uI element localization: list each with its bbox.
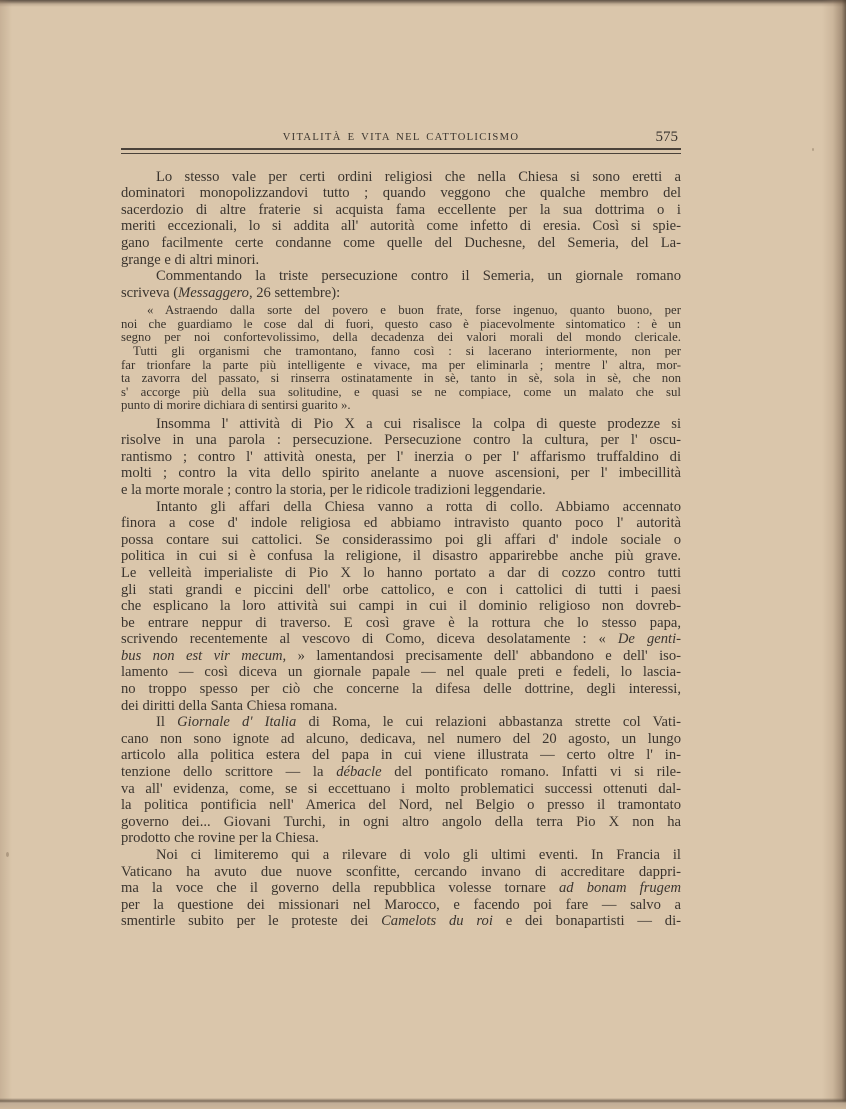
- text-line: be entrare neppur di traverso. E così grave è la rottura che lo stesso papa,: [121, 614, 681, 631]
- italic-text: Giornale d' Italia: [177, 714, 297, 731]
- text-line: [121, 285, 681, 302]
- text-line: la politica pontificia nell' America del Nord, nel Belgio o presso il tramontato: [121, 797, 681, 814]
- text-line: gano facilmente certe condanne come quelle del Duchesne, del Semeria, del La-: [121, 235, 681, 252]
- paragraph: [121, 169, 681, 269]
- text-line: « Astraendo dalla sorte del povero e buon frate, forse ingenuo, quanto buono, per: [147, 303, 681, 318]
- page-number: 575: [655, 129, 678, 145]
- text-line: no troppo spesso per ciò che concerne la difesa delle dottrine, degli interessi,: [121, 681, 681, 698]
- text-line: [121, 913, 681, 930]
- italic-text: Camelots du roi: [381, 913, 493, 930]
- text-line: va all' evidenza, come, se si eccettuano i molto problematici successi ottenuti dal-: [121, 780, 681, 797]
- text-line: lamento — così diceva un giornale papale — nel quale preti e fedeli, lo lascia-: [121, 664, 681, 681]
- body-text-after-quote: [121, 416, 681, 930]
- text-line: per la questione dei missionari nel Marocco, e facendo poi fare — salvo a: [121, 896, 681, 913]
- text-line: [121, 880, 681, 897]
- text-line: possa contare sui cattolici. Se considerassimo poi gli affari d' indole sociale o: [121, 531, 681, 548]
- text-line: prodotto che rovine per la Chiesa.: [121, 830, 319, 847]
- text-line: rantismo ; contro l' attività onesta, per l' inerzia o per l' affarismo truffaldino di: [121, 448, 681, 465]
- text-line: dei diritti della Santa Chiesa romana.: [121, 697, 338, 714]
- paper-stain: [812, 148, 814, 151]
- text-run: Il: [156, 714, 178, 731]
- paper-edge-bottom: [0, 1098, 846, 1109]
- block-quote: [121, 304, 681, 413]
- text-line: articolo alla politica estera del papa in cui viene illustrata — certo oltre l' in-: [121, 747, 681, 764]
- body-text: [121, 169, 681, 930]
- header-double-rule: [121, 148, 681, 154]
- text-run: tenzione dello scrittore — la: [121, 764, 337, 781]
- text-line: e la morte morale ; contro la storia, per le ridicole tradizioni leggendarie.: [121, 481, 546, 498]
- text-run: smentirle subito per le proteste dei: [121, 913, 382, 930]
- paper-edge-left: [0, 0, 12, 1109]
- text-line: finora a cose d' indole religiosa ed abbiamo intravisto quanto poco l' autorità: [121, 515, 681, 532]
- text-line: che esplicano la loro attività sui campi in cui il dominio religioso non dovreb-: [121, 598, 681, 615]
- text-run: , 26 settembre):: [248, 284, 341, 301]
- text-line: grange e di altri minori.: [121, 251, 260, 268]
- text-line: sacerdozio di altre fraterie si acquista fama eccellente per la sua dottrima o i: [121, 201, 681, 218]
- text-run: scrivendo recentemente al vescovo di Como, diceva desolatamente : «: [121, 631, 618, 648]
- text-line: molti ; contro la vita dello spirito anelante a nuove ascensioni, per l' imbecillità: [121, 465, 681, 482]
- running-title: VITALITÀ E VITA NEL CATTOLICISMO: [282, 132, 520, 143]
- italic-text: débacle: [336, 764, 382, 781]
- text-run: scriveva (: [121, 284, 179, 301]
- text-run: del pontificato romano. Infatti vi si rile-: [381, 764, 681, 781]
- paragraph: [121, 345, 681, 413]
- paper-edge-top: [0, 0, 846, 7]
- text-line: Vaticano ha avuto due nuove sconfitte, cercando invano di accreditare dappri-: [121, 863, 681, 880]
- text-line: segno per noi confortevolissimo, della decadenza dei valori morali del mondo clericale.: [121, 330, 681, 345]
- paragraph: [121, 847, 681, 930]
- paragraph: [121, 304, 681, 345]
- italic-text: Messaggero: [178, 284, 249, 301]
- text-line: noi che guardiamo le cose dal di fuori, questo caso è piacevolmente sintomatico : è un: [121, 316, 681, 331]
- paragraph: [121, 714, 681, 847]
- paper-edge-right: [822, 0, 846, 1109]
- text-line: far trionfare la parte più intelligente e vivace, ma per eliminarla ; mentre l' altra, mor-: [121, 357, 681, 372]
- text-line: Le velleità imperialiste di Pio X lo hanno portato a dar di cozzo contro tutti: [121, 564, 681, 581]
- text-run: di Roma, le cui relazioni abbastanza strette col Vati-: [296, 714, 681, 731]
- text-line: s' accorge più della sua solitudine, e quasi se ne compiace, come un malato che sul: [121, 384, 681, 399]
- paper-stain: [6, 852, 9, 857]
- text-line: [121, 631, 681, 648]
- text-line: Commentando la triste persecuzione contro il Semeria, un giornale romano: [156, 268, 681, 285]
- italic-text: De genti-: [617, 631, 681, 648]
- text-line: cano non sono ignote ad alcuno, dedicava, nel numero del 20 agosto, un lungo: [121, 730, 681, 747]
- text-line: punto di morire dichiara di sentirsi guarito ».: [121, 398, 351, 413]
- text-line: gli stati grandi e piccini dell' orbe cattolico, e con i cattolici di tutti i paesi: [121, 581, 681, 598]
- paragraph: [121, 268, 681, 301]
- text-line: [121, 714, 681, 731]
- text-line: [121, 764, 681, 781]
- italic-text: bus non est vir mecum,: [121, 647, 287, 664]
- paragraph: [121, 416, 681, 499]
- text-line: governo dei... Giovani Turchi, in ogni altro angolo della terra Pio X non ha: [121, 813, 681, 830]
- paragraph: [121, 499, 681, 715]
- text-line: risolve in una parola : persecuzione. Persecuzione contro la cultura, per l' oscu-: [121, 432, 681, 449]
- text-line: ta zavorra del passato, si rinserra ostinatamente in sè, tanto in sè, sola in sè, che non: [121, 371, 681, 386]
- text-line: Noi ci limiteremo qui a rilevare di volo gli ultimi eventi. In Francia il: [156, 847, 681, 863]
- text-line: Intanto gli affari della Chiesa vanno a rotta di collo. Abbiamo accennato: [156, 498, 681, 515]
- text-line: Insomma l' attività di Pio X a cui risalisce la colpa di queste prodezze si: [156, 415, 681, 432]
- italic-text: ad bonam frugem: [559, 880, 681, 897]
- body-text-before-quote: [121, 169, 681, 302]
- text-run: ma la voce che il governo della repubblica volesse tornare: [121, 880, 559, 897]
- text-line: politica in cui si è confusa la religione, il disastro apparirebbe anche più grave.: [121, 548, 681, 565]
- text-line: Lo stesso vale per certi ordini religiosi che nella Chiesa si sono eretti a: [156, 168, 681, 185]
- text-run: » lamentandosi precisamente dell' abbandono e dell' iso-: [286, 647, 681, 664]
- text-line: [121, 648, 681, 665]
- text-line: meriti eccezionali, lo si addita all' autorità come infetto di eresia. Così si spie-: [121, 218, 681, 235]
- text-line: dominatori monopolizzandovi tutto ; quando veggono che qualche membro del: [121, 185, 681, 202]
- text-line: Tutti gli organismi che tramontano, fanno così : si lacerano interiormente, non per: [133, 343, 681, 358]
- text-run: e dei bonapartisti — di-: [492, 913, 681, 930]
